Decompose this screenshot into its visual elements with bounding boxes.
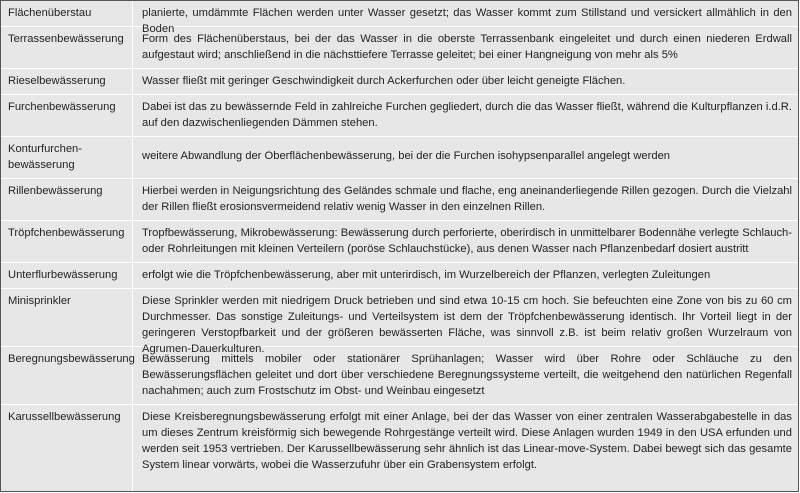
row-description: Wasser fließt mit geringer Geschwindigkeit durch Ackerfurchen oder über leicht geneigte Flächen. — [142, 75, 626, 87]
row-description: planierte, umdämmte Flächen werden unter Wasser gesetzt; das Wasser kommt zum Stillstand und versickert allmählich in den Boden — [142, 7, 792, 35]
table-row — [1, 347, 798, 405]
row-term: Beregnungsbewässerung — [1, 347, 133, 404]
row-description: weitere Abwandlung der Oberflächenbewässerung, bei der die Furchen isohypsenparallel angelegt werden — [142, 150, 671, 162]
table-row — [1, 289, 798, 355]
row-description: Hierbei werden in Neigungsrichtung des Geländes schmale und flache, eng aneinanderliegende Rillen gezogen. Durch die Vielzahl der Rillen fließt erosionsvermeidend relativ wenig Wasser in den einzelnen Rillen. — [142, 185, 792, 213]
table-row — [1, 179, 798, 221]
row-description: erfolgt wie die Tröpfchenbewässerung, aber mit unterirdisch, im Wurzelbereich der Pflanzen, verlegten Zuleitungen — [142, 269, 711, 281]
table-row — [1, 137, 798, 179]
row-term: Rieselbewässerung — [1, 69, 133, 94]
table-row — [1, 405, 798, 491]
row-description: Diese Kreisberegnungsbewässerung erfolgt mit einer Anlage, bei der das Wasser von einer zentralen Wasserabgabestelle in das um dieses Zentrum kreisförmig sich bewegende Rohrgestänge verteilt wird. Diese Anlagen wurden 1949 in den USA erfunden und werden seit 1953 vertrieben. Der Karussellbewässerung sehr ähnlich ist das Linear-move-System. Dabei bewegt sich das gesamte System linear vorwärts, wobei die Wasserzufuhr über ein Grabensystem erfolgt. — [142, 411, 792, 471]
row-description: Tropfbewässerung, Mikrobewässerung: Bewässerung durch perforierte, oberirdisch in unmittelbarer Bodennähe verlegte Schlauch- oder Rohrleitungen mit kleinen Verteilern (poröse Schlauchstücke), aus denen Wasser nach Pflanzenbedarf dosiert austritt — [142, 227, 792, 255]
row-term: Rillenbewässerung — [1, 179, 133, 220]
table-row — [1, 263, 798, 289]
table-row — [1, 221, 798, 263]
row-description: Dabei ist das zu bewässernde Feld in zahlreiche Furchen gegliedert, durch die das Wasser fließt, während die Kulturpflanzen i.d.R. auf den dazwischenliegenden Dämmen stehen. — [142, 101, 792, 129]
row-term: Furchenbewässerung — [1, 95, 133, 136]
row-term: Karussellbewässerung — [1, 405, 133, 491]
table-row — [1, 69, 798, 95]
row-term: Flächenüberstau — [1, 1, 133, 26]
row-term: Konturfurchen-bewässerung — [1, 137, 133, 178]
row-description: Form des Flächenüberstaus, bei der das Wasser in die oberste Terrassenbank eingeleitet und durch einen niederen Erdwall aufgestaut wird; anschließend in die nächsttiefere Terrasse geleitet; bei einer Hangneigung von mehr als 5% — [142, 33, 792, 61]
row-description: Bewässerung mittels mobiler oder stationärer Sprühanlagen; Wasser wird über Rohre oder Schläuche zu den Bewässerungsflächen geleitet und dort über verschiedene Beregnungssysteme verteilt, die weitgehend den natürlichen Regenfall nachahmen; auch zum Frostschutz im Obst- und Weinbau eingesetzt — [142, 353, 792, 397]
row-term: Unterflurbewässerung — [1, 263, 133, 288]
row-term: Tröpfchenbewässerung — [1, 221, 133, 262]
row-term: Terrassenbewässerung — [1, 27, 133, 68]
table-row — [1, 1, 798, 35]
row-term: Minisprinkler — [1, 289, 133, 346]
row-description: Diese Sprinkler werden mit niedrigem Druck betrieben und sind etwa 10-15 cm hoch. Sie befeuchten eine Zone von bis zu 60 cm Durchmesser. Das sonstige Zuleitungs- und Verteilsystem ist dem der Tröpfchenbewässerung identisch. Ihr Vorteil liegt in der geringeren Verstopfbarkeit und der größeren bewässerten Fläche, was sinnvoll z.B. ist beim relativ großen Wurzelraum von Agrumen-Dauerkulturen. — [142, 295, 792, 355]
table-row — [1, 27, 798, 69]
table-row — [1, 95, 798, 137]
